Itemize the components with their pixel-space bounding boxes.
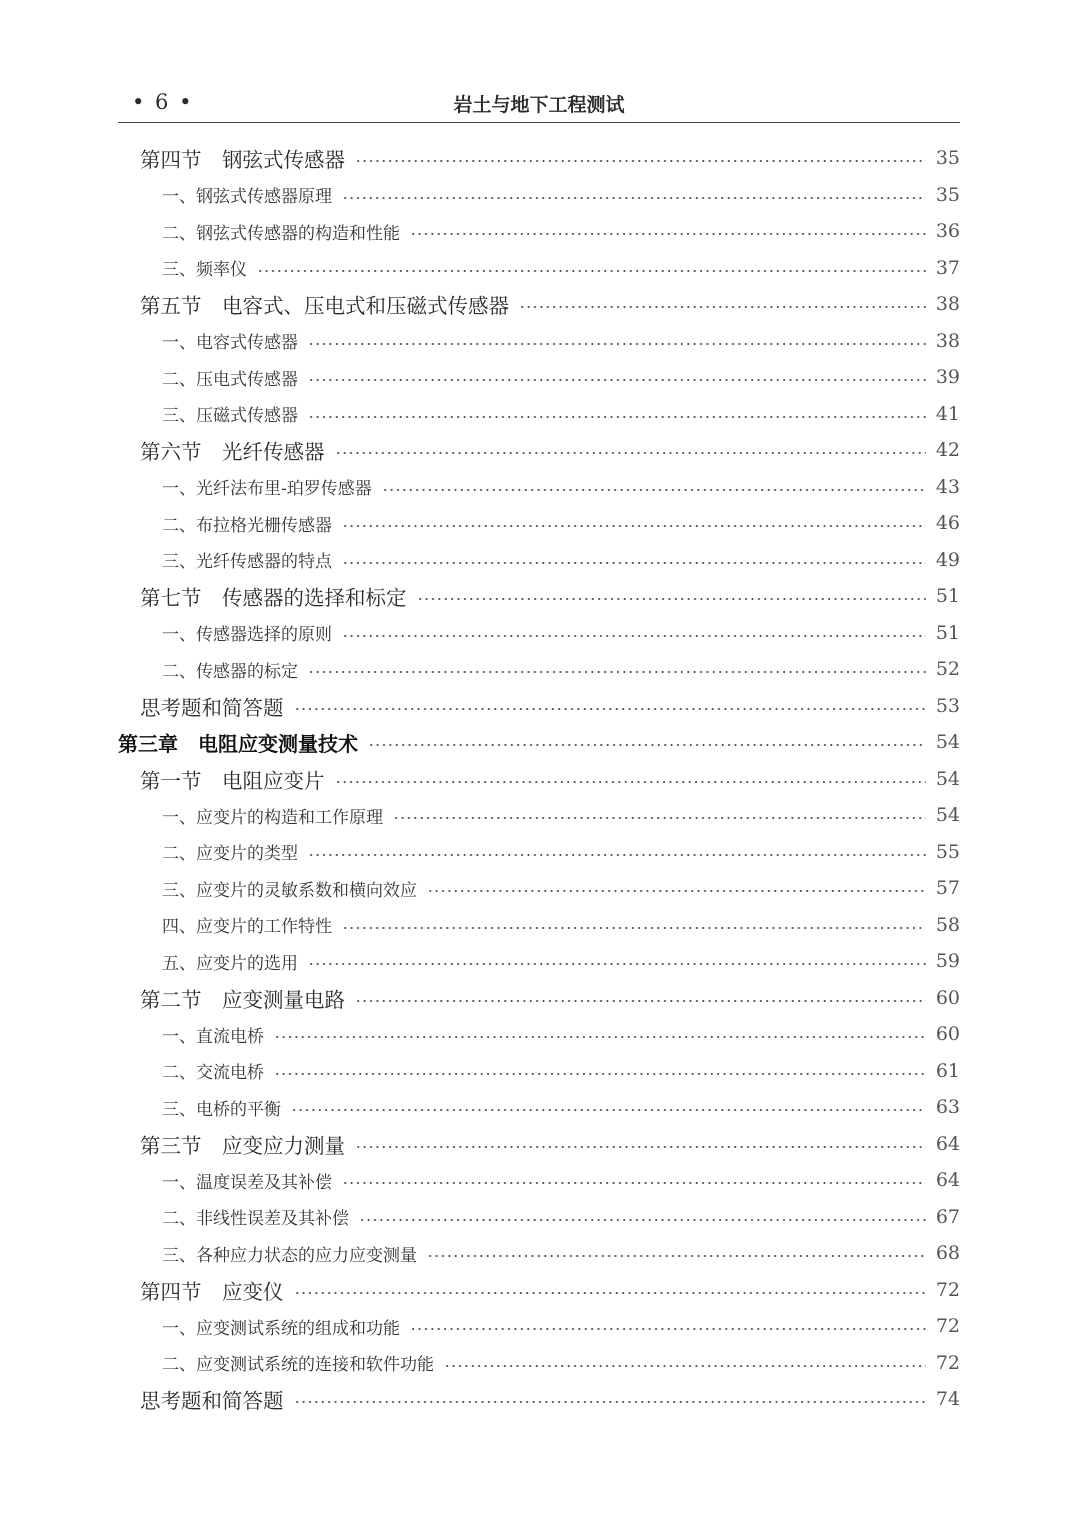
dot-leader	[294, 1400, 926, 1404]
toc-page-number: 72	[935, 1315, 960, 1338]
toc-section-row[interactable]	[118, 980, 960, 1017]
toc-page-number: 46	[935, 512, 960, 535]
table-of-contents	[118, 140, 960, 1418]
toc-entry-title: 二、应变片的类型	[162, 844, 298, 865]
toc-section-row[interactable]	[118, 286, 960, 323]
toc-item-row[interactable]	[118, 1162, 960, 1199]
toc-entry-title: 三、各种应力状态的应力应变测量	[162, 1245, 417, 1266]
dot-leader	[368, 743, 926, 747]
toc-page-number: 68	[935, 1242, 960, 1265]
toc-section-row[interactable]	[118, 432, 960, 469]
toc-page-number: 49	[935, 548, 960, 571]
toc-page-number: 41	[935, 402, 960, 425]
toc-page-number: 54	[935, 731, 960, 754]
dot-leader	[382, 488, 926, 492]
toc-section-row[interactable]	[118, 761, 960, 798]
toc-item-row[interactable]	[118, 359, 960, 396]
toc-entry-title: 第四节 应变仪	[140, 1279, 284, 1304]
toc-item-row[interactable]	[118, 177, 960, 214]
toc-chapter-row[interactable]	[118, 724, 960, 761]
toc-page-number: 53	[935, 694, 960, 717]
toc-entry-title: 第五节 电容式、压电式和压磁式传感器	[140, 294, 509, 319]
dot-leader	[335, 780, 926, 784]
toc-page-number: 38	[935, 293, 960, 316]
toc-entry-title: 五、应变片的选用	[162, 953, 298, 974]
toc-item-row[interactable]	[118, 1053, 960, 1090]
toc-item-row[interactable]	[118, 1235, 960, 1272]
toc-item-row[interactable]	[118, 469, 960, 506]
dot-leader	[308, 342, 926, 346]
toc-page-number: 36	[935, 220, 960, 243]
toc-section-row[interactable]	[118, 1126, 960, 1163]
toc-page-number: 57	[935, 877, 960, 900]
toc-page-number: 74	[935, 1388, 960, 1411]
toc-page-number: 35	[935, 147, 960, 170]
toc-entry-title: 二、传感器的标定	[162, 661, 298, 682]
toc-entry-title: 三、应变片的灵敏系数和横向效应	[162, 880, 417, 901]
dot-leader	[359, 1218, 926, 1222]
toc-page-number: 61	[935, 1059, 960, 1082]
toc-entry-title: 第三节 应变应力测量	[140, 1133, 345, 1158]
toc-item-row[interactable]	[118, 943, 960, 980]
toc-section-row[interactable]	[118, 688, 960, 725]
toc-section-row[interactable]	[118, 1272, 960, 1309]
page-header	[118, 88, 960, 123]
dot-leader	[393, 816, 926, 820]
toc-page-number: 72	[935, 1278, 960, 1301]
toc-entry-title: 二、交流电桥	[162, 1063, 264, 1084]
dot-leader	[519, 305, 926, 309]
toc-section-row[interactable]	[118, 578, 960, 615]
toc-page-number: 39	[935, 366, 960, 389]
dot-leader	[274, 1035, 926, 1039]
dot-leader	[342, 1181, 926, 1185]
dot-leader	[342, 524, 926, 528]
toc-page-number: 54	[935, 804, 960, 827]
toc-entry-title: 四、应变片的工作特性	[162, 917, 332, 938]
toc-entry-title: 第七节 传感器的选择和标定	[140, 586, 407, 611]
toc-page-number: 59	[935, 950, 960, 973]
toc-item-row[interactable]	[118, 323, 960, 360]
toc-item-row[interactable]	[118, 870, 960, 907]
toc-section-row[interactable]	[118, 140, 960, 177]
book-title: 岩土与地下工程测试	[453, 94, 625, 116]
toc-page-number: 54	[935, 767, 960, 790]
toc-entry-title: 一、光纤法布里-珀罗传感器	[162, 479, 372, 500]
toc-entry-title: 一、直流电桥	[162, 1026, 264, 1047]
dot-leader	[410, 232, 926, 236]
dot-leader	[410, 1327, 926, 1331]
toc-page-number: 55	[935, 840, 960, 863]
toc-page-number: 42	[935, 439, 960, 462]
dot-leader	[342, 634, 926, 638]
toc-entry-title: 一、应变片的构造和工作原理	[162, 807, 383, 828]
toc-item-row[interactable]	[118, 615, 960, 652]
toc-entry-title: 思考题和简答题	[140, 695, 284, 720]
toc-entry-title: 第六节 光纤传感器	[140, 440, 325, 465]
dot-leader	[342, 196, 926, 200]
toc-entry-title: 第二节 应变测量电路	[140, 987, 345, 1012]
page-number: • 6 •	[132, 90, 194, 114]
toc-entry-title: 一、电容式传感器	[162, 333, 298, 354]
toc-entry-title: 二、应变测试系统的连接和软件功能	[162, 1355, 434, 1376]
toc-page-number: 52	[935, 658, 960, 681]
dot-leader	[417, 597, 926, 601]
toc-page-number: 51	[935, 585, 960, 608]
dot-leader	[355, 1145, 926, 1149]
toc-entry-title: 一、应变测试系统的组成和功能	[162, 1318, 400, 1339]
dot-leader	[294, 707, 926, 711]
toc-item-row[interactable]	[118, 834, 960, 871]
dot-leader	[308, 415, 926, 419]
toc-item-row[interactable]	[118, 907, 960, 944]
dot-leader	[257, 269, 926, 273]
toc-entry-title: 思考题和简答题	[140, 1389, 284, 1414]
toc-section-row[interactable]	[118, 1381, 960, 1418]
toc-entry-title: 三、频率仪	[162, 260, 247, 281]
dot-leader	[294, 1291, 926, 1295]
toc-item-row[interactable]	[118, 1308, 960, 1345]
toc-page-number: 58	[935, 913, 960, 936]
toc-page-number: 60	[935, 986, 960, 1009]
toc-item-row[interactable]	[118, 1089, 960, 1126]
dot-leader	[427, 1254, 926, 1258]
toc-item-row[interactable]	[118, 1199, 960, 1236]
toc-entry-title: 二、压电式传感器	[162, 369, 298, 390]
toc-page-number: 72	[935, 1351, 960, 1374]
dot-leader	[308, 962, 926, 966]
toc-item-row[interactable]	[118, 505, 960, 542]
toc-item-row[interactable]	[118, 396, 960, 433]
toc-entry-title: 二、非线性误差及其补偿	[162, 1209, 349, 1230]
toc-item-row[interactable]	[118, 797, 960, 834]
toc-item-row[interactable]	[118, 651, 960, 688]
toc-entry-title: 第一节 电阻应变片	[140, 768, 325, 793]
toc-entry-title: 第四节 钢弦式传感器	[140, 148, 345, 173]
dot-leader	[308, 853, 926, 857]
dot-leader	[355, 999, 926, 1003]
toc-page-number: 37	[935, 256, 960, 279]
dot-leader	[342, 561, 926, 565]
toc-page-number: 63	[935, 1096, 960, 1119]
dot-leader	[427, 889, 926, 893]
toc-entry-title: 二、布拉格光栅传感器	[162, 515, 332, 536]
dot-leader	[444, 1364, 926, 1368]
toc-page-number: 60	[935, 1023, 960, 1046]
toc-page-number: 67	[935, 1205, 960, 1228]
toc-entry-title: 三、光纤传感器的特点	[162, 552, 332, 573]
dot-leader	[355, 159, 926, 163]
toc-entry-title: 三、压磁式传感器	[162, 406, 298, 427]
toc-page-number: 38	[935, 329, 960, 352]
toc-page-number: 51	[935, 621, 960, 644]
toc-entry-title: 一、传感器选择的原则	[162, 625, 332, 646]
dot-leader	[342, 926, 926, 930]
dot-leader	[335, 451, 926, 455]
toc-entry-title: 一、温度误差及其补偿	[162, 1172, 332, 1193]
dot-leader	[291, 1108, 926, 1112]
toc-page-number: 64	[935, 1132, 960, 1155]
toc-item-row[interactable]	[118, 250, 960, 287]
toc-page-number: 43	[935, 475, 960, 498]
toc-item-row[interactable]	[118, 1016, 960, 1053]
toc-entry-title: 三、电桥的平衡	[162, 1099, 281, 1120]
toc-item-row[interactable]	[118, 213, 960, 250]
dot-leader	[308, 378, 926, 382]
toc-entry-title: 第三章 电阻应变测量技术	[118, 731, 358, 756]
toc-page-number: 35	[935, 183, 960, 206]
toc-entry-title: 一、钢弦式传感器原理	[162, 187, 332, 208]
dot-leader	[308, 670, 926, 674]
toc-entry-title: 二、钢弦式传感器的构造和性能	[162, 223, 400, 244]
toc-item-row[interactable]	[118, 1345, 960, 1382]
dot-leader	[274, 1072, 926, 1076]
toc-item-row[interactable]	[118, 542, 960, 579]
toc-page-number: 64	[935, 1169, 960, 1192]
